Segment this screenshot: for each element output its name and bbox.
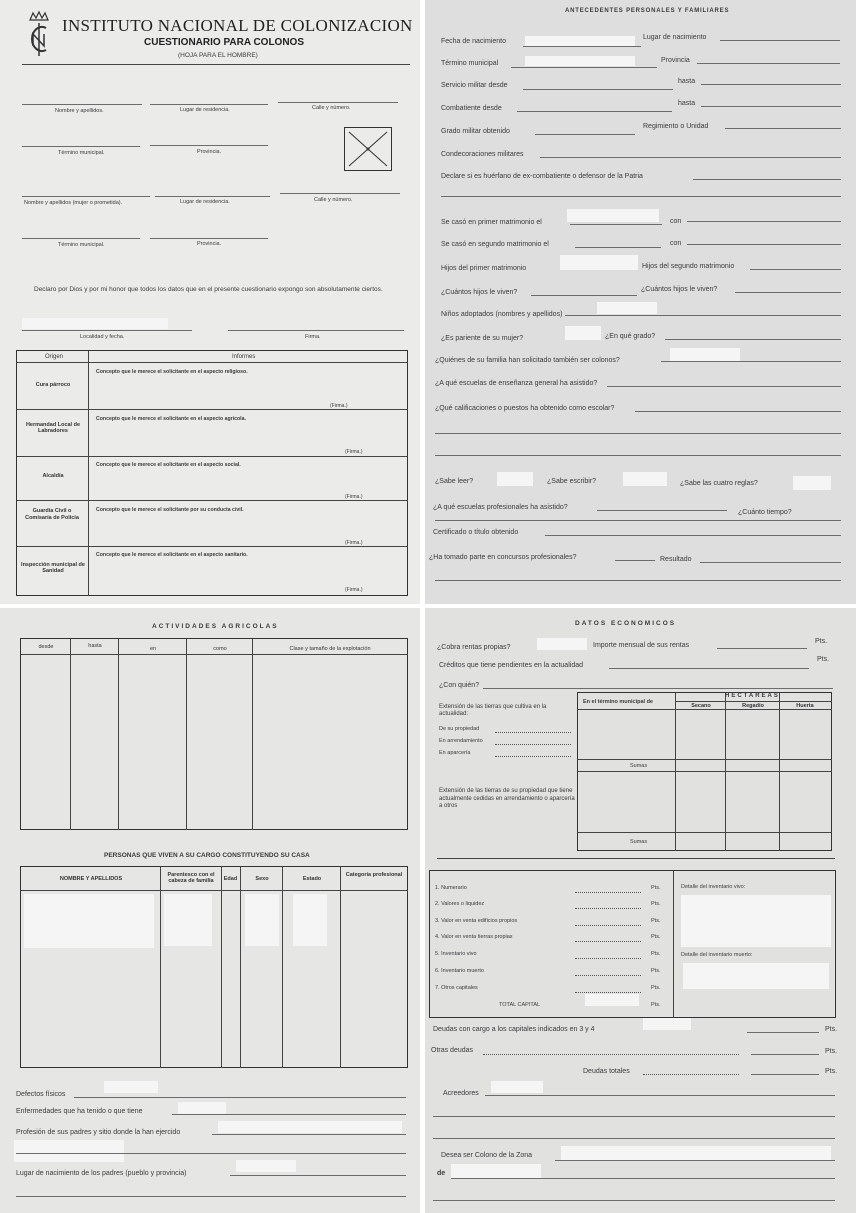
pts-label: Pts.: [651, 985, 661, 991]
capital-item: 6. Inventario muerto: [435, 968, 484, 974]
label-how-long: ¿Cuánto tiempo?: [738, 509, 792, 516]
stamp-box: [344, 127, 392, 171]
col-sex: Sexo: [255, 876, 269, 882]
col-age: Edad: [223, 876, 238, 882]
label-pts-1: Pts.: [815, 638, 828, 645]
label-province: Provincia.: [197, 149, 222, 155]
label-dead-inventory: Detalle del inventario muerto:: [681, 952, 753, 958]
label-colony-zone: Desea ser Colono de la Zona: [441, 1152, 533, 1159]
col-status: Estado: [302, 876, 322, 882]
institute-title: INSTITUTO NACIONAL DE COLONIZACION: [62, 16, 413, 35]
capital-item: 3. Valor en venta edificios propios: [435, 918, 518, 924]
label-related-wife: ¿Es pariente de su mujer?: [441, 335, 524, 342]
col-reports: Informes: [232, 354, 256, 360]
label-family-applied: ¿Quiénes de su familia han solicitado también ser colonos?: [435, 357, 620, 364]
col-origin: Origen: [45, 354, 64, 360]
pts-label: Pts.: [651, 1002, 661, 1008]
col-irrigated: Regadío: [742, 703, 764, 709]
origin-cell: Inspección municipal de Sanidad: [21, 562, 85, 574]
label-with-2: con: [670, 240, 682, 247]
label-name: Nombre y apellidos.: [55, 108, 104, 114]
label-first-marriage: Se casó en primer matrimonio el: [441, 219, 542, 226]
label-with-whom: ¿Con quién?: [439, 682, 480, 689]
label-wife-name: Nombre y apellidos (mujer o prometida).: [24, 200, 123, 206]
label-until-1: hasta: [678, 78, 696, 85]
label-debts-capital: Deudas con cargo a los capitales indicados en 3 y 4: [433, 1026, 595, 1033]
label-total-debts: Deudas totales: [583, 1068, 630, 1075]
pts-label: Pts.: [651, 934, 661, 940]
label-leased: En arrendamiento: [439, 738, 483, 744]
label-children-first: Hijos del primer matrimonio: [441, 265, 527, 272]
label-total-capital: TOTAL CAPITAL: [499, 1002, 541, 1008]
concept-cell: Concepto que le merece el solicitante en el aspecto religioso.: [96, 369, 248, 375]
label-orphan: Declare si es huérfano de ex-combatiente o defensor de la Patria: [441, 173, 643, 180]
col-farm-class: Clase y tamaño de la explotación: [289, 646, 371, 652]
label-decorations: Condecoraciones militares: [441, 151, 524, 158]
section-heading-household: PERSONAS QUE VIVEN A SU CARGO CONSTITUYENDO SU CASA: [104, 852, 310, 859]
label-military-rank: Grado militar obtenido: [441, 128, 510, 135]
label-regiment: Regimiento o Unidad: [643, 123, 709, 130]
label-ceded-land: Extensión de las tierras de su propiedad que tiene actualmente cedidas en arrendamiento o aparcería a otros: [439, 788, 575, 809]
label-monthly-amount: Importe mensual de sus rentas: [593, 642, 690, 649]
label-illnesses: Enfermedades que ha tenido o que tiene: [16, 1108, 143, 1115]
label-municipality: Término municipal: [441, 60, 499, 67]
label-street-2: Calle y número.: [314, 197, 353, 203]
label-degree: ¿En qué grado?: [605, 333, 656, 340]
label-municipality-2: Término municipal.: [58, 242, 105, 248]
label-second-marriage: Se casó en segundo matrimonio el: [441, 241, 549, 248]
signature-cell: (Firma.): [345, 449, 363, 455]
label-certificate: Certificado o título obtenido: [433, 529, 519, 536]
label-residence-2: Lugar de residencia.: [180, 199, 230, 205]
label-province: Provincia: [661, 57, 690, 64]
label-pts-other: Pts.: [825, 1048, 838, 1055]
pts-label: Pts.: [651, 918, 661, 924]
concept-cell: Concepto que le merece el solicitante en el aspecto agrícola.: [96, 416, 246, 422]
col-as: como: [213, 646, 227, 652]
col-hectares: HECTAREAS: [725, 693, 780, 699]
origin-cell: Guardia Civil o Comisaría de Policía: [25, 508, 79, 521]
origin-cell: Cura párroco: [35, 382, 71, 388]
label-school-grades: ¿Qué calificaciones o puestos ha obtenido como escolar?: [435, 405, 615, 412]
label-own-property: De su propiedad: [439, 726, 480, 732]
capital-item: 1. Numerario: [435, 885, 467, 891]
col-in: en: [149, 646, 157, 652]
section-heading-background: ANTECEDENTES PERSONALES Y FAMILIARES: [565, 8, 730, 14]
label-pts-2: Pts.: [817, 656, 830, 663]
label-live-inventory: Detalle del inventario vivo:: [681, 884, 746, 890]
col-name: NOMBRE Y APELLIDOS: [59, 876, 123, 882]
sheet-note: (HOJA PARA EL HOMBRE): [178, 52, 258, 59]
col-relationship: Parentesco con el cabeza de familia: [167, 872, 215, 884]
form-page-personal: [0, 0, 420, 604]
label-street: Calle y número.: [312, 105, 351, 111]
origin-cell: Hermandad Local de Labradores: [25, 422, 81, 434]
col-orchard: Huerta: [796, 703, 814, 709]
capital-item: 2. Valores o liquidez: [435, 901, 485, 907]
label-residence: Lugar de residencia.: [180, 107, 230, 113]
capital-item: 4. Valor en venta tierras propias: [435, 934, 513, 940]
signature-cell: (Firma.): [345, 587, 363, 593]
label-municipality: Término municipal.: [58, 150, 105, 156]
form-subtitle: CUESTIONARIO PARA COLONOS: [144, 37, 305, 48]
concept-cell: Concepto que le merece el solicitante por su conducta civil.: [96, 507, 244, 513]
concept-cell: Concepto que le merece el solicitante en el aspecto sanitario.: [96, 552, 248, 558]
col-dry: Secano: [691, 703, 711, 709]
label-pending-credits: Créditos que tiene pendientes en la actualidad: [439, 662, 583, 669]
declaration-text: Declaro por Dios y por mi honor que todos los datos que en el presente cuestionario expongo son absolutamente ciertos.: [34, 286, 383, 293]
label-military-service: Servicio militar desde: [441, 82, 508, 89]
label-adopted: Niños adoptados (nombres y apellidos): [441, 311, 563, 318]
label-with-1: con: [670, 218, 682, 225]
section-heading-activities: ACTIVIDADES AGRICOLAS: [152, 623, 279, 630]
label-parents-birthplace: Lugar de nacimiento de los padres (pueblo y provincia): [16, 1170, 187, 1177]
label-contests: ¿Ha tomado parte en concursos profesionales?: [429, 554, 577, 561]
label-professional-schools: ¿A qué escuelas profesionales ha asistido?: [433, 504, 568, 511]
label-of: de: [437, 1170, 446, 1177]
label-living-children-1: ¿Cuántos hijos le viven?: [441, 289, 518, 296]
pts-label: Pts.: [651, 951, 661, 957]
label-parents-profession: Profesión de sus padres y sitio donde la han ejercido: [16, 1129, 181, 1136]
form-page-activities: [0, 608, 420, 1213]
signature-cell: (Firma.): [345, 494, 363, 500]
label-physical-defects: Defectos físicos: [16, 1091, 66, 1098]
label-cultivated-land: Extensión de las tierras que cultiva en la actualidad:: [439, 704, 547, 717]
col-until: hasta: [88, 643, 102, 649]
label-province-2: Provincia.: [197, 241, 222, 247]
label-pts-debts: Pts.: [825, 1026, 838, 1033]
label-can-write: ¿Sabe escribir?: [547, 478, 597, 485]
concept-cell: Concepto que le merece el solicitante en el aspecto social.: [96, 462, 241, 468]
label-general-schools: ¿A qué escuelas de enseñanza general ha asistido?: [435, 380, 598, 387]
label-birth-date: Fecha de nacimiento: [441, 38, 506, 45]
label-result: Resultado: [660, 556, 692, 563]
col-profession-category: Categoría profesional: [345, 872, 403, 878]
pts-label: Pts.: [651, 901, 661, 907]
signature-cell: (Firma.): [345, 540, 363, 546]
label-own-rents: ¿Cobra rentas propias?: [437, 644, 511, 651]
label-four-rules: ¿Sabe las cuatro reglas?: [680, 480, 758, 487]
col-from: desde: [38, 644, 54, 650]
label-sums-1: Sumas: [630, 763, 648, 769]
label-sums-2: Sumas: [630, 839, 648, 845]
label-creditors: Acreedores: [443, 1090, 479, 1097]
crown-emblem-icon: [24, 10, 54, 58]
label-signature: Firma.: [305, 334, 321, 340]
label-place-date: Localidad y fecha.: [80, 334, 125, 340]
label-combatant: Combatiente desde: [441, 105, 502, 112]
signature-cell: (Firma.): [330, 403, 348, 409]
activities-table: [20, 638, 408, 830]
form-page-economic: [425, 608, 856, 1213]
pts-label: Pts.: [651, 885, 661, 891]
label-can-read: ¿Sabe leer?: [435, 478, 474, 485]
col-municipality: En el término municipal de: [583, 699, 653, 705]
label-pts-total: Pts.: [825, 1068, 838, 1075]
section-heading-economic: DATOS ECONOMICOS: [575, 620, 677, 627]
capital-item: 5. Inventario vivo: [435, 951, 477, 957]
label-sharecropping: En aparcería: [439, 750, 471, 756]
label-living-children-2: ¿Cuántos hijos le viven?: [641, 286, 718, 293]
form-page-background: [425, 0, 856, 604]
pts-label: Pts.: [651, 968, 661, 974]
label-birth-place: Lugar de nacimiento: [643, 34, 707, 41]
label-until-2: hasta: [678, 100, 696, 107]
capital-item: 7. Otros capitales: [435, 985, 478, 991]
label-children-second: Hijos del segundo matrimonio: [642, 263, 735, 270]
label-other-debts: Otras deudas: [431, 1047, 474, 1054]
origin-cell: Alcaldía: [42, 473, 64, 479]
